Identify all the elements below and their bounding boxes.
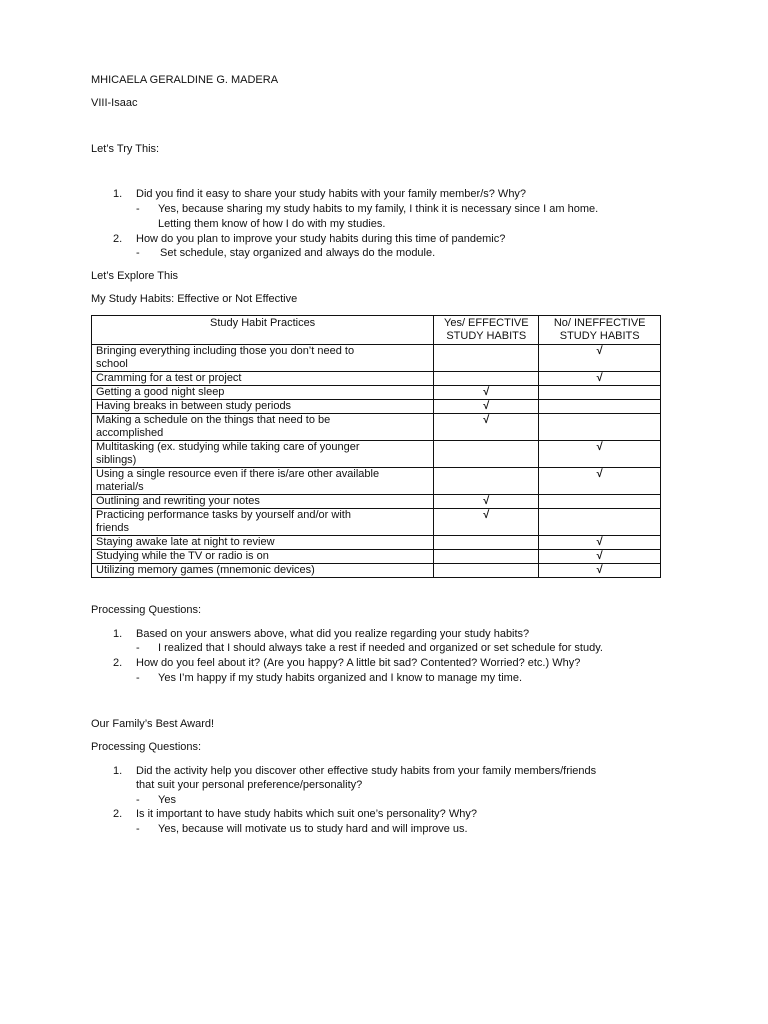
ineffective-mark-cell: √ [539, 550, 661, 564]
habit-practice-cell [92, 386, 434, 400]
effective-mark-cell [434, 345, 539, 372]
habit-practice-cell [92, 536, 434, 550]
habit-practice-line1: Practicing performance tasks by yourself and/or with [96, 509, 351, 521]
try-this-heading: Let’s Try This: [91, 143, 160, 155]
table-row [92, 372, 661, 386]
table-header-row [92, 316, 661, 345]
effective-mark-cell: √ [434, 509, 539, 536]
ineffective-mark-cell [539, 509, 661, 536]
habit-practice-cell [92, 564, 434, 578]
proc2-q2-dash: - [136, 823, 140, 835]
ineffective-mark-cell: √ [539, 564, 661, 578]
header-ineffective-line2: STUDY HABITS [559, 330, 640, 342]
processing1-heading: Processing Questions: [91, 604, 202, 616]
table-row [92, 345, 661, 372]
habit-practice-line1: Getting a good night sleep [96, 386, 225, 398]
header-effective [434, 316, 539, 345]
try-q2-number: 2. [113, 233, 123, 245]
effective-mark-cell [434, 468, 539, 495]
habit-practice-line1: Using a single resource even if there is/are other available [96, 468, 380, 480]
effective-mark-cell: √ [434, 414, 539, 441]
habit-practice-cell [92, 509, 434, 536]
header-practice-label: Study Habit Practices [210, 317, 316, 329]
habit-practice-cell [92, 441, 434, 468]
ineffective-mark-cell: √ [539, 468, 661, 495]
habit-practice-cell [92, 345, 434, 372]
ineffective-mark-cell: √ [539, 372, 661, 386]
try-q1-text: Did you find it easy to share your study habits with your family member/s? Why? [136, 188, 527, 200]
habit-practice-line1: Utilizing memory games (mnemonic devices) [96, 564, 315, 576]
ineffective-mark-cell [539, 495, 661, 509]
proc2-q2-number: 2. [113, 808, 123, 820]
table-row [92, 495, 661, 509]
effective-mark-cell: √ [434, 386, 539, 400]
proc1-q2-answer: Yes I’m happy if my study habits organized and I know to manage my time. [158, 672, 522, 684]
student-section: VIII-Isaac [91, 97, 138, 109]
ineffective-mark-cell [539, 386, 661, 400]
habit-practice-line1: Having breaks in between study periods [96, 400, 292, 412]
proc2-q1-number: 1. [113, 765, 123, 777]
proc2-q2-answer: Yes, because will motivate us to study hard and will improve us. [158, 823, 468, 835]
habit-practice-cell [92, 372, 434, 386]
try-q2-answer: Set schedule, stay organized and always do the module. [160, 247, 436, 259]
study-habits-table [91, 315, 661, 578]
try-q1-answer-line1: Yes, because sharing my study habits to my family, I think it is necessary since I am home. [158, 203, 599, 215]
habit-practice-cell [92, 495, 434, 509]
ineffective-mark-cell [539, 400, 661, 414]
proc1-q1-text: Based on your answers above, what did you realize regarding your study habits? [136, 628, 530, 640]
habit-practice-line2: siblings) [96, 454, 137, 466]
habit-practice-line1: Studying while the TV or radio is on [96, 550, 269, 562]
table-row [92, 400, 661, 414]
habit-practice-line2: accomplished [96, 427, 164, 439]
habit-practice-line1: Making a schedule on the things that need to be [96, 414, 331, 426]
habit-practice-line1: Bringing everything including those you don’t need to [96, 345, 355, 357]
effective-mark-cell [434, 441, 539, 468]
table-row [92, 536, 661, 550]
effective-mark-cell [434, 550, 539, 564]
try-q1-answer-line2: Letting them know of how I do with my studies. [158, 218, 386, 230]
habit-practice-line1: Outlining and rewriting your notes [96, 495, 260, 507]
proc2-q1-text-line1: Did the activity help you discover other effective study habits from your family members/friends [136, 765, 597, 777]
ineffective-mark-cell: √ [539, 345, 661, 372]
proc1-q2-text: How do you feel about it? (Are you happy? A little bit sad? Contented? Worried? etc.) Why? [136, 657, 581, 669]
table-row [92, 414, 661, 441]
effective-mark-cell: √ [434, 400, 539, 414]
table-body [92, 345, 661, 578]
proc1-q2-number: 2. [113, 657, 123, 669]
habit-practice-cell [92, 468, 434, 495]
habit-practice-line1: Cramming for a test or project [96, 372, 242, 384]
proc2-q2-text: Is it important to have study habits which suit one’s personality? Why? [136, 808, 477, 820]
habit-practice-cell [92, 414, 434, 441]
ineffective-mark-cell: √ [539, 441, 661, 468]
effective-mark-cell [434, 564, 539, 578]
header-effective-line1: Yes/ EFFECTIVE [444, 317, 529, 329]
try-q2-text: How do you plan to improve your study habits during this time of pandemic? [136, 233, 506, 245]
habit-practice-cell [92, 550, 434, 564]
proc1-q1-number: 1. [113, 628, 123, 640]
habit-practice-cell [92, 400, 434, 414]
proc2-q1-text-line2: that suit your personal preference/personality? [136, 779, 363, 791]
header-practice [92, 316, 434, 345]
habit-practice-line2: material/s [96, 481, 144, 493]
effective-mark-cell [434, 372, 539, 386]
table-row [92, 441, 661, 468]
explore-subheading: My Study Habits: Effective or Not Effective [91, 293, 298, 305]
effective-mark-cell [434, 536, 539, 550]
table-row [92, 550, 661, 564]
table-row [92, 564, 661, 578]
try-q1-number: 1. [113, 188, 123, 200]
proc1-q1-answer: I realized that I should always take a rest if needed and organized or set schedule for study. [158, 642, 603, 654]
habit-practice-line2: friends [96, 522, 130, 534]
award-heading: Our Family’s Best Award! [91, 718, 215, 730]
processing2-heading: Processing Questions: [91, 741, 202, 753]
header-ineffective-line1: No/ INEFFECTIVE [553, 317, 646, 329]
effective-mark-cell: √ [434, 495, 539, 509]
habit-practice-line1: Staying awake late at night to review [96, 536, 275, 548]
table-row [92, 509, 661, 536]
table-row [92, 468, 661, 495]
try-q1-dash: - [136, 203, 140, 215]
proc1-q2-dash: - [136, 672, 140, 684]
proc2-q1-answer: Yes [158, 794, 176, 806]
try-q2-dash: - [136, 247, 140, 259]
ineffective-mark-cell [539, 414, 661, 441]
header-effective-line2: STUDY HABITS [446, 330, 527, 342]
header-ineffective [539, 316, 661, 345]
ineffective-mark-cell: √ [539, 536, 661, 550]
proc2-q1-dash: - [136, 794, 140, 806]
habit-practice-line2: school [96, 358, 128, 370]
proc1-q1-dash: - [136, 642, 140, 654]
student-name: MHICAELA GERALDINE G. MADERA [91, 74, 279, 86]
table-row [92, 386, 661, 400]
habit-practice-line1: Multitasking (ex. studying while taking care of younger [96, 441, 360, 453]
explore-heading: Let’s Explore This [91, 270, 179, 282]
